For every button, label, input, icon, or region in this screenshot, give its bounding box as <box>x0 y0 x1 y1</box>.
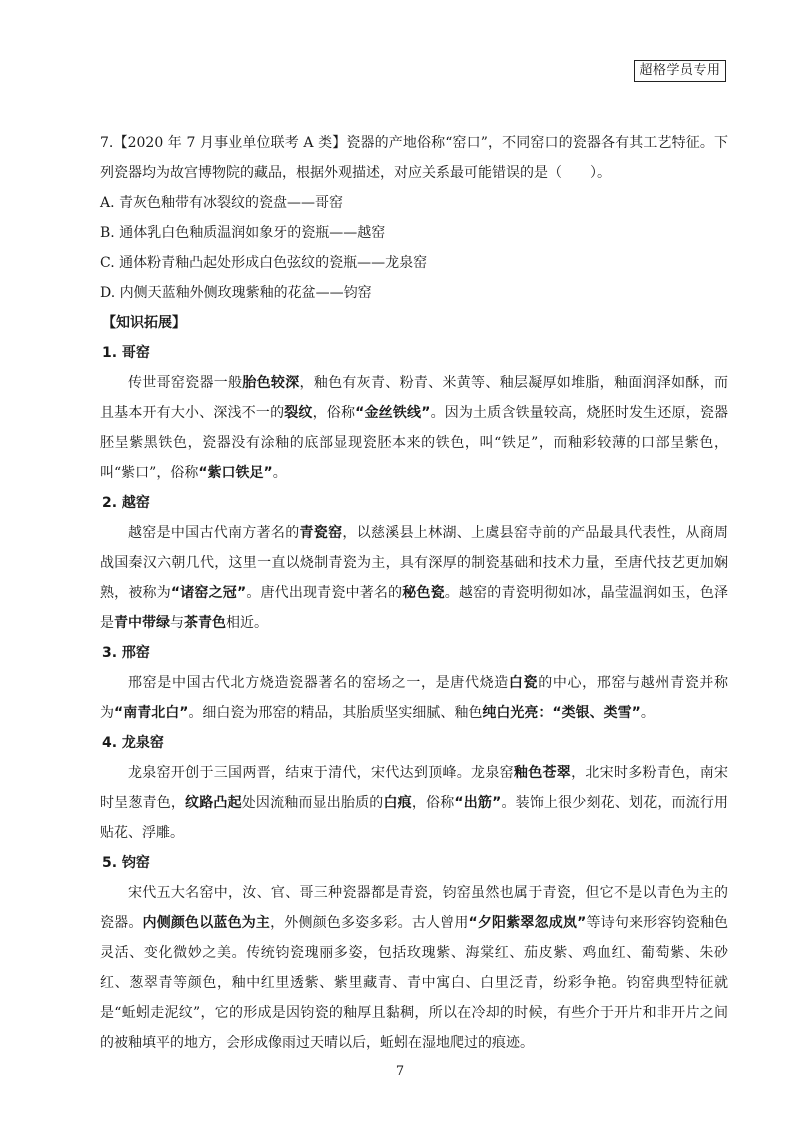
bold-run: 秘色瓷 <box>402 585 445 601</box>
bold-run: “诸窑之冠” <box>170 585 247 601</box>
bold-run: 茶青色 <box>184 615 226 631</box>
text-run: ，外侧颜色多姿多彩。古人曾用 <box>270 915 469 931</box>
text-run: ，俗称 <box>312 405 356 421</box>
bold-run: 内侧颜色以蓝色为主 <box>142 915 271 931</box>
section-title-yueyao: 2. 越窑 <box>102 495 150 511</box>
text-run: 。 <box>272 465 287 481</box>
text-run: 宋代五大名窑中，汝、官、哥三种瓷器都是青瓷，钧窑虽然也属于青瓷，但它不是以青色为主的瓷器。 <box>100 885 728 931</box>
bold-run: “出筋” <box>454 795 502 811</box>
page-content <box>100 128 728 1058</box>
text-run: ，北宋时多粉青色，南宋时呈葱青色， <box>100 765 729 811</box>
option-c: C. 通体粉青釉凸起处形成白色弦纹的瓷瓶——龙泉窑 <box>100 255 428 271</box>
option-b: B. 通体乳白色釉质温润如象牙的瓷瓶——越窑 <box>100 225 386 241</box>
exclusive-stamp: 超格学员专用 <box>634 60 726 82</box>
bold-run: “紫口铁足” <box>198 465 273 481</box>
text-run: 与 <box>170 615 184 631</box>
section-title-xingyao: 3. 邢窑 <box>102 645 150 661</box>
text-run: 处因流釉而显出胎质的 <box>241 795 384 811</box>
bold-run: 青中带绿 <box>114 615 170 631</box>
bold-run: 釉色苍翠 <box>513 765 572 781</box>
section-title-longquanyao: 4. 龙泉窑 <box>102 735 164 751</box>
text-run: 。唐代出现青瓷中著名的 <box>246 585 403 601</box>
text-run: 越窑是中国古代南方著名的 <box>128 525 300 541</box>
bold-run: 白瓷 <box>508 675 539 691</box>
bold-run: 纹路凸起 <box>185 795 242 811</box>
section-title-geyao: 1. 哥窑 <box>102 345 150 361</box>
bold-run: “夕阳紫翠忽成岚” <box>468 915 587 931</box>
section-body-longquanyao <box>100 758 728 848</box>
text-run: 。越窑的青瓷明彻如冰，晶莹温润如玉，色泽是 <box>100 585 729 631</box>
bold-run: 胎色较深 <box>242 375 300 391</box>
bold-run: 裂纹 <box>284 405 313 421</box>
bold-run: 青瓷窑 <box>299 525 343 541</box>
section-body-xingyao <box>100 668 728 728</box>
option-a: A. 青灰色釉带有冰裂纹的瓷盘——哥窑 <box>100 195 344 211</box>
section-body-geyao <box>100 368 728 488</box>
text-run: 的中心，邢窑与越州青瓷并称为 <box>100 675 729 721</box>
knowledge-heading: 【知识拓展】 <box>102 315 186 331</box>
text-run: 等诗句来形容钧瓷釉色灵活、变化微妙之美。传统钧瓷瑰丽多姿，包括玫瑰紫、海棠红、茄皮紫、鸡血红、葡萄紫、朱砂红、葱翠青等颜色，釉中红里透紫、紫里藏青、青中寓白、白里泛青，纷彩争艳。钧窑典型特征就是“蚯蚓走泥纹”，它的形成是因钧瓷的釉厚且黏稠，所以在冷却的时候，有些介于开片和非开片之间的被釉填平的地方，会形成像雨过天晴以后，蚯蚓在湿地爬过的痕迹。 <box>100 915 729 1051</box>
text-run: ，俗称 <box>411 795 455 811</box>
question-stem <box>100 128 728 188</box>
bold-run: 纯白光亮：“类银、类雪” <box>482 705 641 721</box>
text-run: 传世哥窑瓷器一般 <box>128 375 243 391</box>
text-run: 龙泉窑开创于三国两晋，结束于清代，宋代达到顶峰。龙泉窑 <box>128 765 514 781</box>
section-body-junyao <box>100 878 728 1058</box>
option-d: D. 内侧天蓝釉外侧玫瑰紫釉的花盆——钧窑 <box>100 285 372 301</box>
page-number: 7 <box>395 1064 405 1079</box>
bold-run: “金丝铁线” <box>355 405 431 421</box>
section-body-yueyao <box>100 518 728 638</box>
text-run: 。 <box>640 705 655 721</box>
text-run: 。细白瓷为邢窑的精品，其胎质坚实细腻、釉色 <box>188 705 483 721</box>
text-run: 邢窑是中国古代北方烧造瓷器著名的窑场之一，是唐代烧造 <box>128 675 509 691</box>
question-line-2: 器均为故宫博物院的藏品，根据外观描述，对应关系最可能错误的是（ ）。 <box>128 165 611 181</box>
text-run: 。因为土质含铁量较高，烧胚时发生还原，瓷器胚呈紫黑铁色，瓷器没有涂釉的底部显现瓷胚本来的铁色，叫“铁足”，而釉彩较薄的口部呈紫色，叫“紫口”，俗称 <box>100 405 729 481</box>
bold-run: 白痕 <box>383 795 412 811</box>
section-title-junyao: 5. 钧窑 <box>102 855 150 871</box>
text-run: ，釉色有灰青、粉青、米黄等、釉层凝厚如堆脂，釉面润泽如酥，而且基本开有大小、深浅不一的 <box>100 375 729 421</box>
text-run: ，以慈溪县上林湖、上虞县窑寺前的产品最具代表性，从商周战国秦汉六朝几代，这里一直以烧制青瓷为主，具有深厚的制瓷基础和技术力量，至唐代技艺更加娴熟，被称为 <box>100 525 729 601</box>
text-run: 。装饰上很少刻花、划花，而流行用贴花、浮雕。 <box>100 795 729 841</box>
text-run: 相近。 <box>226 615 268 631</box>
bold-run: “南青北白” <box>114 705 189 721</box>
question-line-1: 7.【2020 年 7 月事业单位联考 A 类】瓷器的产地俗称“窑口”，不同窑口的瓷器各有其工艺特征。下列瓷 <box>100 135 728 181</box>
